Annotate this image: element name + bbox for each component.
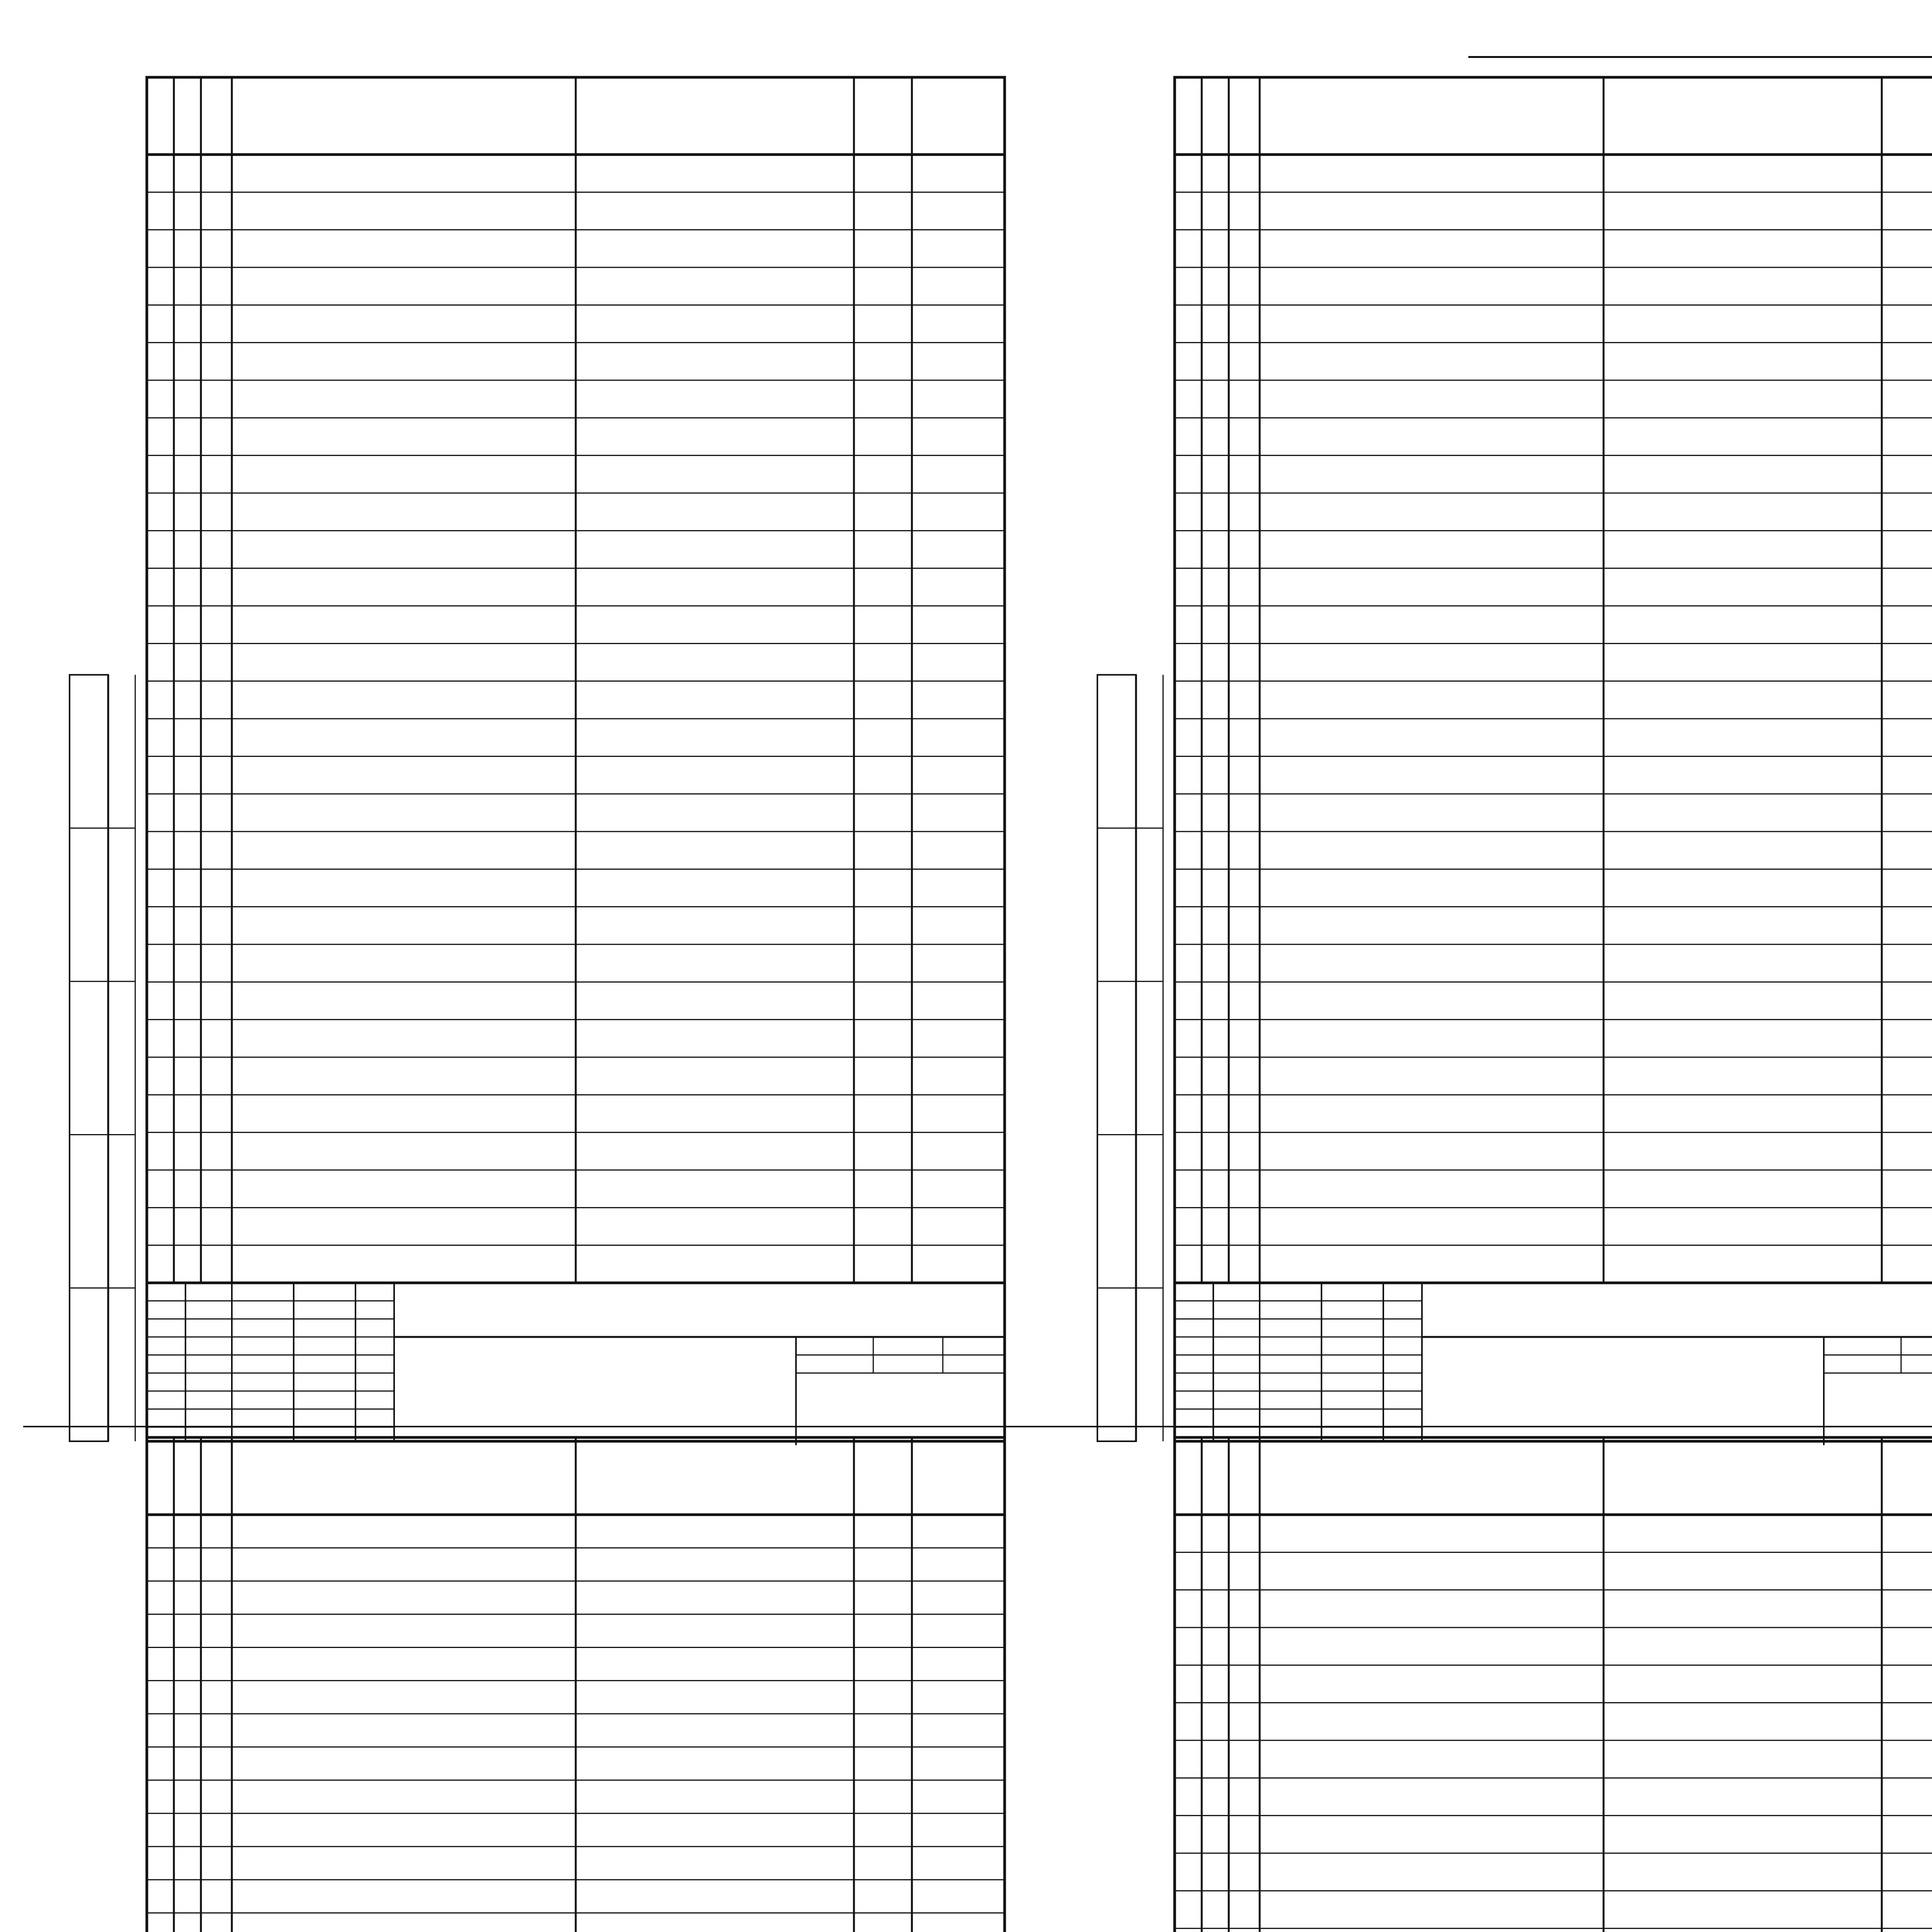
spec-sheet-2 [1090, 70, 1932, 1445]
spec-sheet-1 [62, 70, 1009, 1445]
sheet-grid [1090, 1430, 1932, 1932]
spec-sheet-3 [62, 1430, 1009, 1932]
sheet-grid [62, 1430, 1009, 1932]
spec-sheet-4 [1090, 1430, 1932, 1932]
sheet-grid [1090, 70, 1932, 1445]
sheet-grid [62, 70, 1009, 1445]
sheet-divider-top [1468, 56, 1932, 58]
